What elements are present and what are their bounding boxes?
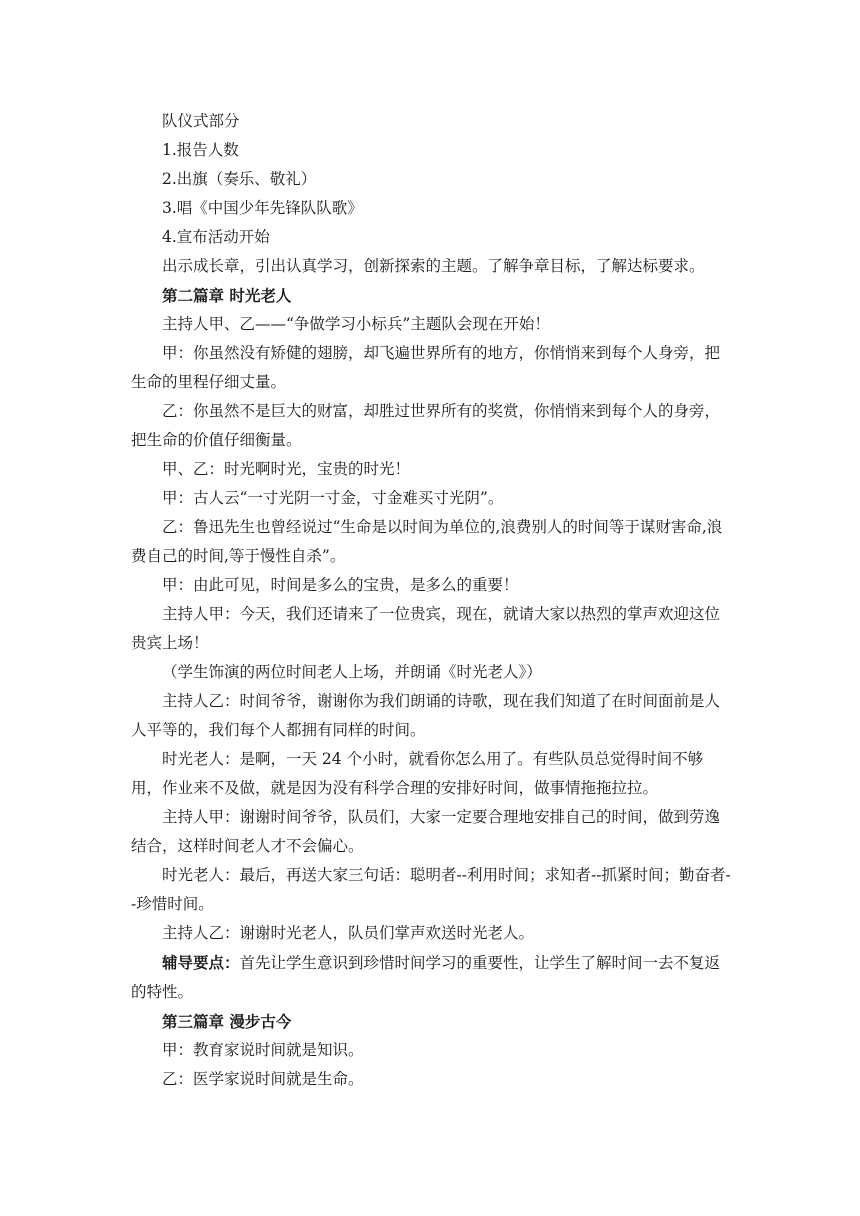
guidance-paragraph: [131, 948, 731, 1007]
document-body: [131, 107, 731, 1094]
section-heading-ceremony: 队仪式部分: [162, 112, 240, 130]
paragraph: 甲、乙：时光啊时光，宝贵的时光！: [162, 460, 411, 478]
paragraph: 主持人甲：今天，我们还请来了一位贵宾，现在，就请大家以热烈的掌声欢迎这位贵宾上场！: [131, 605, 721, 652]
growth-badge-paragraph: 出示成长章，引出认真学习，创新探索的主题。了解争章目标，了解达标要求。: [162, 257, 705, 275]
paragraph: 乙：你虽然不是巨大的财富，却胜过世界所有的奖赏，你悄悄来到每个人的身旁，把生命的价值仔细衡量。: [131, 402, 721, 449]
ceremony-step-4: 4.宣布活动开始: [162, 228, 270, 246]
paragraph: 主持人甲：谢谢时间爷爷，队员们，大家一定要合理地安排自己的时间，做到劳逸结合，这样时间老人才不会偏心。: [131, 808, 721, 855]
paragraph: 时光老人：是啊，一天 24 个小时，就看你怎么用了。有些队员总觉得时间不够用，作业来不及做，就是因为没有科学合理的安排好时间，做事情拖拖拉拉。: [131, 750, 704, 797]
guidance-text: 首先让学生意识到珍惜时间学习的重要性，让学生了解时间一去不复返的特性。: [131, 954, 721, 1001]
paragraph: 主持人乙：时间爷爷，谢谢你为我们朗诵的诗歌，现在我们知道了在时间面前是人人平等的，我们每个人都拥有同样的时间。: [131, 692, 721, 739]
chapter-3-title: 第三篇章 漫步古今: [162, 1012, 292, 1031]
paragraph: 甲：古人云“一寸光阴一寸金，寸金难买寸光阴”。: [162, 489, 504, 507]
paragraph: 甲：教育家说时间就是知识。: [162, 1041, 364, 1059]
paragraph: 时光老人：最后，再送大家三句话：聪明者--利用时间；求知者--抓紧时间；勤奋者--珍惜时间。: [131, 866, 731, 913]
ceremony-step-1: 1.报告人数: [162, 141, 239, 159]
chapter-2-title: 第二篇章 时光老人: [162, 286, 292, 305]
stage-direction: （学生饰演的两位时间老人上场，并朗诵《时光老人》）: [162, 663, 542, 681]
paragraph: 甲：由此可见，时间是多么的宝贵，是多么的重要！: [162, 576, 519, 594]
paragraph: 乙：医学家说时间就是生命。: [162, 1070, 364, 1088]
guidance-label: 辅导要点：: [162, 953, 240, 972]
ceremony-step-2: 2.出旗（奏乐、敬礼）: [162, 170, 317, 188]
paragraph: 主持人乙：谢谢时光老人，队员们掌声欢送时光老人。: [162, 924, 535, 942]
ceremony-step-3: 3.唱《中国少年先锋队队歌》: [162, 199, 363, 217]
paragraph: 主持人甲、乙——“争做学习小标兵”主题队会现在开始！: [162, 315, 550, 333]
paragraph: 甲：你虽然没有矫健的翅膀，却飞遍世界所有的地方，你悄悄来到每个人身旁，把生命的里程仔细丈量。: [131, 344, 721, 391]
paragraph: 乙：鲁迅先生也曾经说过“生命是以时间为单位的,浪费别人的时间等于谋财害命,浪费自己的时间,等于慢性自杀”。: [131, 518, 723, 565]
